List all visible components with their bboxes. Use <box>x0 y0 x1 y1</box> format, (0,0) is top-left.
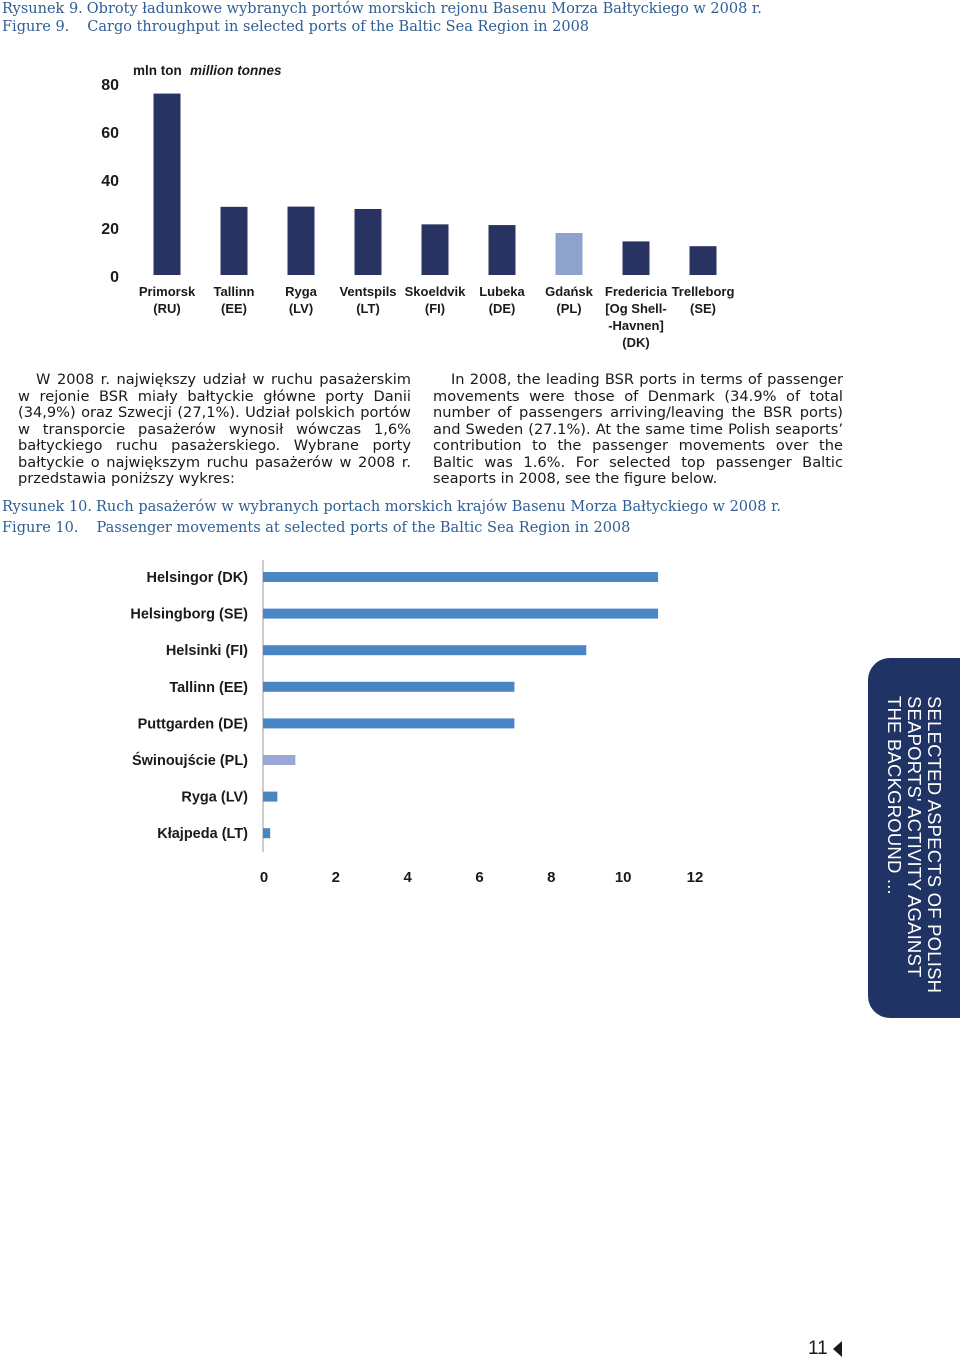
bar <box>263 572 658 582</box>
category-label: Lubeka <box>479 284 525 299</box>
category-label: Świnoujście (PL) <box>131 753 248 769</box>
y-tick-label: 40 <box>101 173 119 190</box>
x-tick-label: 0 <box>259 869 269 886</box>
bar <box>263 682 514 692</box>
category-label: Helsingborg (SE) <box>130 606 248 623</box>
x-tick-label: 8 <box>547 869 556 886</box>
x-tick-label: 10 <box>614 869 632 886</box>
page-number: 11 <box>808 1338 828 1359</box>
figure-9-caption-pl: Rysunek 9. Obroty ładunkowe wybranych portów morskich rejonu Basenu Morza Bałtyckiego w 2008 r. <box>2 1 762 17</box>
x-tick-label: 2 <box>331 869 341 886</box>
x-tick-label: 4 <box>403 869 412 886</box>
bar <box>489 225 516 275</box>
category-label: (PL) <box>556 301 582 316</box>
bar <box>556 233 583 275</box>
category-label: Ryga (LV) <box>181 789 248 806</box>
bar <box>154 94 181 275</box>
passenger-movements-chart <box>0 555 760 895</box>
bar <box>263 609 658 619</box>
bar <box>623 241 650 275</box>
y-tick-label: 80 <box>101 77 119 94</box>
category-label: Ventspils <box>339 284 397 299</box>
y-tick-label: 60 <box>101 125 119 142</box>
body-text-polish: W 2008 r. największy udział w ruchu pasażerskim w rejonie BSR miały bałtyckie główne porty Danii (34,9%) oraz Szwecji (27,1%). Udział polskich portów w transporcie pasażerów wynosił wówczas 1,6% bałtyckiego ruchu pasażerskiego. Wybrane porty bałtyckie o największym ruchu pasażerów w 2008 r. przedstawia poniższy wykres: <box>18 371 411 487</box>
bar <box>355 209 382 275</box>
category-label: (SE) <box>690 301 716 316</box>
section-side-tab <box>868 658 960 1018</box>
category-label: Kłajpeda (LT) <box>157 826 248 843</box>
category-label: Tallinn <box>213 284 255 299</box>
body-text-english: In 2008, the leading BSR ports in terms of passenger movements were those of Denmark (34.9% of total number of passengers arriving/leaving the BSR ports) and Sweden (27.1%). At the same time Polish seaports’ contribution to the passenger movements over the Baltic was 1.6%. For selected top passenger Baltic seaports in 2008, see the figure below. <box>433 371 843 487</box>
category-label: (EE) <box>221 301 247 316</box>
x-tick-label: 12 <box>686 869 704 886</box>
category-label: Tallinn (EE) <box>169 679 248 696</box>
category-label: Gdańsk <box>545 284 593 299</box>
figure-10-caption-pl: Rysunek 10. Ruch pasażerów w wybranych portach morskich krajów Basenu Morza Bałtyckiego w 2008 r. <box>2 499 782 515</box>
bar <box>263 828 270 838</box>
bar <box>221 207 248 275</box>
category-label: (DK) <box>622 335 650 350</box>
category-label: (LT) <box>356 301 380 316</box>
category-label: Puttgarden (DE) <box>137 716 248 733</box>
bar <box>288 207 315 275</box>
y-tick-label: 0 <box>110 269 119 286</box>
y-tick-label: 20 <box>101 221 119 238</box>
category-label: Primorsk <box>138 284 196 299</box>
category-label: Helsingor (DK) <box>146 570 248 586</box>
figure-9-caption-en: Figure 9. Cargo throughput in selected ports of the Baltic Sea Region in 2008 <box>2 19 590 35</box>
cargo-throughput-chart <box>0 50 760 350</box>
category-label: [Og Shell- <box>605 301 667 316</box>
bar <box>263 792 277 802</box>
category-label: (FI) <box>424 301 446 316</box>
side-tab-label: SELECTED ASPECTS OF POLISH SEAPORTS' ACTIVITY AGAINST THE BACKGROUND ... <box>884 696 945 994</box>
category-label: (LV) <box>288 301 314 316</box>
category-label: Ryga <box>285 284 317 299</box>
y-unit-label-en: million tonnes <box>190 63 282 78</box>
bar <box>263 718 514 728</box>
bar <box>263 645 586 655</box>
category-label: Skoeldvik <box>404 284 466 299</box>
bar <box>422 224 449 275</box>
bar <box>690 246 717 275</box>
category-label: Fredericia <box>604 284 668 299</box>
category-label: (DE) <box>488 301 516 316</box>
x-tick-label: 6 <box>475 869 484 886</box>
bar <box>263 755 295 765</box>
category-label: (RU) <box>153 301 181 316</box>
y-unit-label: mln ton <box>133 63 182 78</box>
figure-10-caption-en: Figure 10. Passenger movements at selected ports of the Baltic Sea Region in 2008 <box>2 520 631 536</box>
category-label: Trelleborg <box>671 284 735 299</box>
category-label: -Havnen] <box>608 318 664 333</box>
previous-page-arrow-icon <box>833 1341 842 1357</box>
category-label: Helsinki (FI) <box>165 643 248 660</box>
